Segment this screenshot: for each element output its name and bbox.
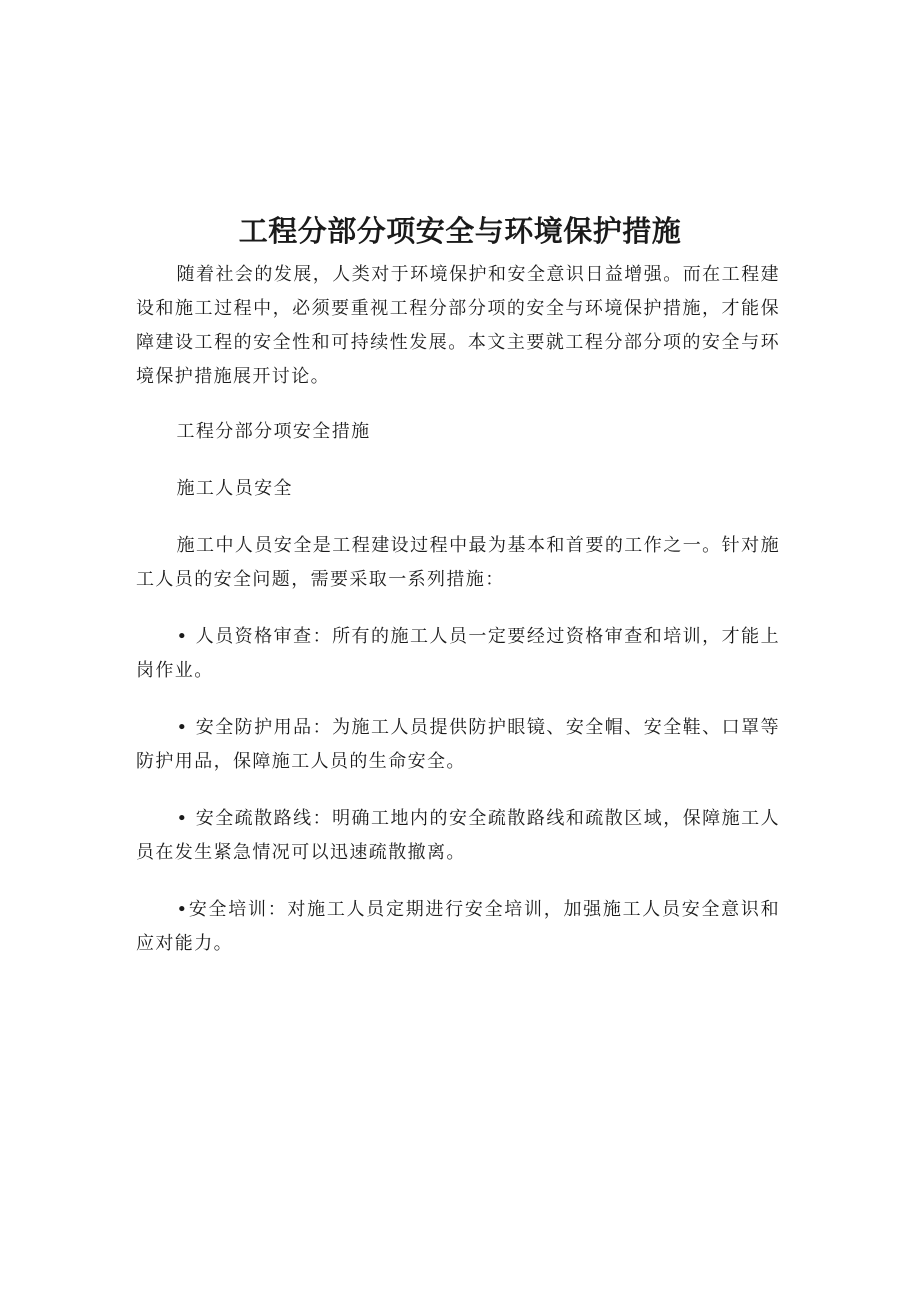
list-item-evacuation-route — [136, 802, 780, 870]
bullet-icon: • — [176, 717, 189, 738]
list-item-safety-training — [136, 893, 780, 961]
subsection-heading: 施工人员安全 — [176, 478, 293, 499]
subsection-intro-paragraph: 施工中人员安全是工程建设过程中最为基本和首要的工作之一。针对施工人员的安全问题，需要采取一系列措施： — [136, 535, 780, 590]
bullet-icon: • — [176, 899, 189, 920]
document-title: 工程分部分项安全与环境保护措施 — [238, 214, 682, 248]
bullet-icon: • — [176, 808, 189, 829]
bullet-icon: • — [176, 626, 189, 647]
intro-paragraph: 随着社会的发展，人类对于环境保护和安全意识日益增强。而在工程建设和施工过程中，必须要重视工程分部分项的安全与环境保护措施，才能保障建设工程的安全性和可持续性发展。本文主要就工程分部分项的安全与环境保护措施展开讨论。 — [136, 264, 780, 387]
list-item-text: 安全培训：对施工人员定期进行安全培训，加强施工人员安全意识和应对能力。 — [136, 899, 780, 954]
list-item-text: 安全防护用品：为施工人员提供防护眼镜、安全帽、安全鞋、口罩等防护用品，保障施工人员的生命安全。 — [136, 717, 780, 772]
section-heading: 工程分部分项安全措施 — [176, 421, 371, 442]
list-item-text: 安全疏散路线：明确工地内的安全疏散路线和疏散区域，保障施工人员在发生紧急情况可以迅速疏散撤离。 — [136, 808, 780, 863]
document-body — [136, 258, 780, 984]
list-item-protective-gear — [136, 711, 780, 779]
list-item-qualification — [136, 620, 780, 688]
list-item-text: 人员资格审查：所有的施工人员一定要经过资格审查和培训，才能上岗作业。 — [136, 626, 780, 681]
